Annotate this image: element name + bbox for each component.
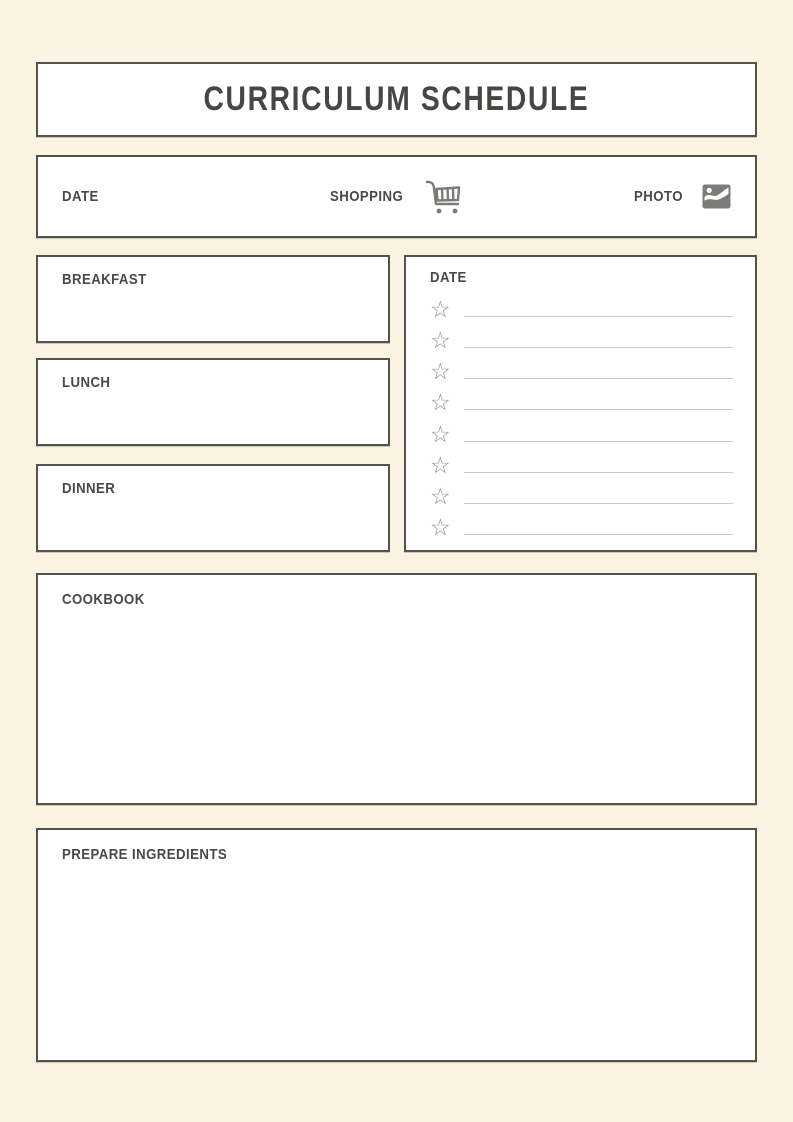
entry-line (464, 441, 733, 442)
photo-label: PHOTO (634, 188, 684, 205)
entry-line (464, 472, 733, 473)
star-outline-icon: ☆ (430, 390, 451, 417)
title-banner (36, 62, 757, 137)
dinner-label: DINNER (62, 480, 116, 497)
photo-image-icon (702, 184, 731, 209)
date-rating-section (404, 255, 757, 552)
page-title: CURRICULUM SCHEDULE (203, 80, 590, 118)
info-bar (36, 155, 757, 238)
star-row-list (430, 292, 733, 540)
star-row (430, 510, 733, 540)
star-row (430, 354, 733, 384)
star-outline-icon: ☆ (430, 514, 451, 541)
star-outline-icon: ☆ (430, 297, 451, 323)
entry-line (464, 534, 733, 535)
star-row (430, 479, 733, 509)
shopping-field (330, 177, 463, 216)
star-row (430, 323, 733, 353)
star-row (430, 385, 733, 415)
entry-line (464, 378, 733, 379)
lunch-section (36, 358, 390, 446)
star-outline-icon: ☆ (430, 483, 451, 510)
entry-line (464, 409, 733, 410)
breakfast-section (36, 255, 390, 343)
breakfast-label: BREAKFAST (62, 271, 147, 288)
photo-field (634, 184, 731, 209)
star-outline-icon: ☆ (430, 421, 451, 448)
star-row (430, 292, 733, 322)
dinner-section (36, 464, 390, 552)
cookbook-section (36, 573, 757, 805)
star-row (430, 448, 733, 478)
star-outline-icon: ☆ (430, 359, 451, 386)
prepare-ingredients-section (36, 828, 757, 1062)
cookbook-label: COOKBOOK (62, 591, 145, 608)
star-outline-icon: ☆ (430, 452, 451, 479)
date-field-label: DATE (62, 188, 99, 205)
entry-line (464, 347, 733, 348)
star-row (430, 417, 733, 447)
prepare-ingredients-label: PREPARE INGREDIENTS (62, 846, 228, 863)
entry-line (464, 316, 733, 317)
entry-line (464, 503, 733, 504)
shopping-cart-icon (423, 179, 463, 216)
star-outline-icon: ☆ (430, 328, 451, 355)
shopping-label: SHOPPING (329, 188, 404, 205)
date-section-label: DATE (430, 269, 467, 286)
lunch-label: LUNCH (62, 374, 111, 391)
